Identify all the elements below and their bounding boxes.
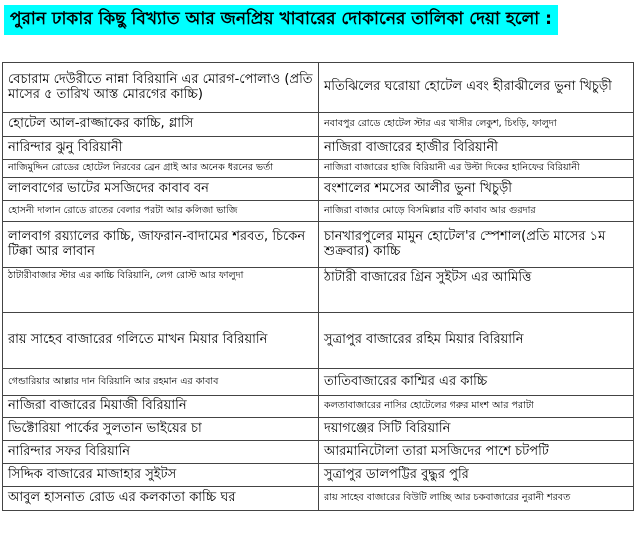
table-cell-right: রায় সাহেব বাজারের বিউটি লাচ্ছি আর চকবাজারের নুরানী শরবত: [319, 487, 634, 511]
table-row: [3, 464, 634, 487]
title-area: [0, 0, 638, 40]
food-shop-table: [2, 62, 634, 511]
table-row: [3, 441, 634, 464]
table-cell-right: তাতিবাজারের কাশ্মির এর কাচ্চি: [319, 369, 634, 396]
table-cell-left: নারিন্দার ঝুনু বিরিয়ানী: [3, 137, 319, 160]
table-cell-left: হোসনী দালান রোডে রাতের বেলার পরটা আর কলিজা ভাজি: [3, 201, 319, 222]
table-row: [3, 396, 634, 418]
table-cell-right: চানখারপুলের মামুন হোটেল'র স্পেশাল(প্রতি মাসের ১ম শুক্রবার) কাচ্চি: [319, 222, 634, 268]
table-cell-left: লালবাগের ভাটের মসজিদের কাবাব বন: [3, 178, 319, 201]
table-cell-right: সুত্রাপুর বাজারের রহিম মিয়ার বিরিয়ানি: [319, 313, 634, 369]
table-cell-left: নাজিরা বাজারের মিয়াজী বিরিয়ানি: [3, 396, 319, 418]
table-row: [3, 63, 634, 113]
page-title: পুরান ঢাকার কিছু বিখ্যাত আর জনপ্রিয় খাবারের দোকানের তালিকা দেয়া হলো :: [4, 5, 558, 35]
table-cell-right: সুত্রাপুর ডালপট্টির বুদ্ধুর পুরি: [319, 464, 634, 487]
table-cell-left: বেচারাম দেউরীতে নান্না বিরিয়ানি এর মোরগ-পোলাও (প্রতি মাসের ৫ তারিখ আস্ত মোরগের কাচ্চি): [3, 63, 319, 113]
table-cell-right: নবাবপুর রোডে হোটেল স্টার এর খাসীর লেকুশ, চিংড়ি, ফালুদা: [319, 113, 634, 137]
table-row: [3, 313, 634, 369]
table-cell-left: নারিন্দার সফর বিরিয়ানি: [3, 441, 319, 464]
table-cell-right: আরমানিটোলা তারা মসজিদের পাশে চটপটি: [319, 441, 634, 464]
table-cell-right: কলতাবাজারের নাসির হোটেলের গরুর মাংশ আর পরাটা: [319, 396, 634, 418]
table-cell-left: রায় সাহেব বাজারের গলিতে মাখন মিয়ার বিরিয়ানি: [3, 313, 319, 369]
table-cell-left: আবুল হাসনাত রোড এর কলকাতা কাচ্চি ঘর: [3, 487, 319, 511]
table-cell-right: নাজিরা বাজারের হাজি বিরিয়ানী এর উল্টা দিকের হানিফের বিরিয়ানী: [319, 160, 634, 178]
table-cell-left: নাজিমুদ্দিন রোডের হোটেল নিরবের ব্রেন গ্রাই আর অনেক ধরনের ভর্তা: [3, 160, 319, 178]
table-row: [3, 418, 634, 441]
table-row: [3, 178, 634, 201]
table-cell-left: লালবাগ রয়্যালের কাচ্চি, জাফরান-বাদামের শরবত, চিকেন টিক্কা আর লাবান: [3, 222, 319, 268]
table-cell-right: দয়াগঞ্জের সিটি বিরিয়ানি: [319, 418, 634, 441]
table-cell-right: বংশালের শমসের আলীর ভুনা খিচুড়ী: [319, 178, 634, 201]
table-row: [3, 201, 634, 222]
table-row: [3, 268, 634, 313]
table-row: [3, 160, 634, 178]
table-row: [3, 487, 634, 511]
table-cell-left: ভিক্টোরিয়া পার্কের সুলতান ভাইয়ের চা: [3, 418, 319, 441]
table-cell-right: নাজিরা বাজার মোড়ে বিসমিল্লার বটি কাবাব আর গুরদার: [319, 201, 634, 222]
table-cell-left: গেন্ডারিয়ার আল্লার দান বিরিয়ানি আর রহমান এর কাবাব: [3, 369, 319, 396]
table-cell-left: ঠাটারীবাজার স্টার এর কাচ্চি বিরিয়ানি, লেগ রোস্ট আর ফালুদা: [3, 268, 319, 313]
table-cell-left: সিদ্দিক বাজারের মাজাহার সুইটস: [3, 464, 319, 487]
table-row: [3, 369, 634, 396]
table-cell-right: নাজিরা বাজারের হাজীর বিরিয়ানী: [319, 137, 634, 160]
table-row: [3, 113, 634, 137]
table-cell-left: হোটেল আল-রাজ্জাকের কাচ্চি, গ্লাসি: [3, 113, 319, 137]
table-cell-right: মতিঝিলের ঘরোয়া হোটেল এবং হীরাঝীলের ভুনা খিচুড়ী: [319, 63, 634, 113]
table-row: [3, 137, 634, 160]
table-cell-right: ঠাটারী বাজারের গ্রিন সুইটস এর আমিত্তি: [319, 268, 634, 313]
table-row: [3, 222, 634, 268]
